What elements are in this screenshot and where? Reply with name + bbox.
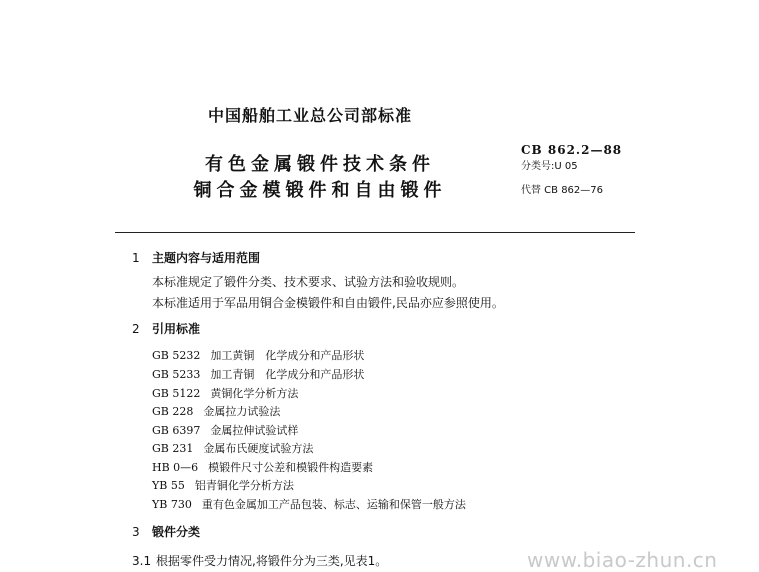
section-title: 锻件分类 <box>152 525 201 539</box>
reference-title: 金属拉伸试验试样 <box>210 424 299 437</box>
section-heading-1 <box>132 249 260 266</box>
section-title: 主题内容与适用范围 <box>152 251 261 265</box>
reference-item <box>152 459 373 475</box>
reference-title: 加工青铜 化学成分和产品形状 <box>210 368 365 381</box>
reference-item <box>152 496 466 512</box>
standard-code: CB 862.2—88 <box>521 143 623 157</box>
header-divider <box>115 232 635 233</box>
reference-code: GB 228 <box>152 405 194 418</box>
reference-title: 铝青铜化学分析方法 <box>194 479 294 492</box>
subsection-number: 3.1 <box>132 554 152 568</box>
reference-item <box>152 422 298 438</box>
organization-title: 中国船舶工业总公司部标准 <box>207 106 412 125</box>
reference-title: 金属布氏硬度试验方法 <box>203 442 314 455</box>
section-number: 3 <box>132 525 140 539</box>
paragraph: 本标准规定了锻件分类、技术要求、试验方法和验收规则。 <box>152 275 465 289</box>
section-heading-3 <box>132 523 200 540</box>
reference-item <box>152 440 313 456</box>
reference-code: GB 5233 <box>152 368 201 381</box>
reference-title: 模锻件尺寸公差和模锻件构造要素 <box>208 461 374 474</box>
document-title-line2: 铜合金模锻件和自由锻件 <box>193 180 447 201</box>
reference-code: HB 0—6 <box>152 461 199 474</box>
reference-code: GB 6397 <box>152 424 201 437</box>
reference-code: YB 55 <box>152 479 185 492</box>
reference-item <box>152 347 364 363</box>
reference-title: 重有色金属加工产品包装、标志、运输和保管一般方法 <box>201 498 466 511</box>
reference-code: YB 730 <box>152 498 192 511</box>
replaces-standard: 代替 CB 862—76 <box>521 185 604 196</box>
reference-code: GB 5232 <box>152 349 201 362</box>
section-heading-2 <box>132 320 200 337</box>
section-title: 引用标准 <box>152 322 201 336</box>
document-title-line1: 有色金属锻件技术条件 <box>205 154 435 175</box>
reference-item <box>152 477 294 493</box>
section-number: 2 <box>132 322 140 336</box>
section-number: 1 <box>132 251 140 265</box>
reference-item <box>152 385 298 401</box>
watermark: www.biao-zhun.cn <box>527 548 718 572</box>
reference-code: GB 5122 <box>152 387 201 400</box>
reference-code: GB 231 <box>152 442 194 455</box>
paragraph: 本标准适用于军品用铜合金模锻件和自由锻件,民品亦应参照使用。 <box>152 296 504 310</box>
reference-item <box>152 366 364 382</box>
classification-number: 分类号:U 05 <box>521 161 578 172</box>
subsection <box>132 552 387 569</box>
reference-title: 黄铜化学分析方法 <box>210 387 299 400</box>
subsection-text: 根据零件受力情况,将锻件分为三类,见表1。 <box>156 554 388 568</box>
reference-title: 金属拉力试验法 <box>203 405 281 418</box>
reference-item <box>152 403 280 419</box>
reference-title: 加工黄铜 化学成分和产品形状 <box>210 349 365 362</box>
